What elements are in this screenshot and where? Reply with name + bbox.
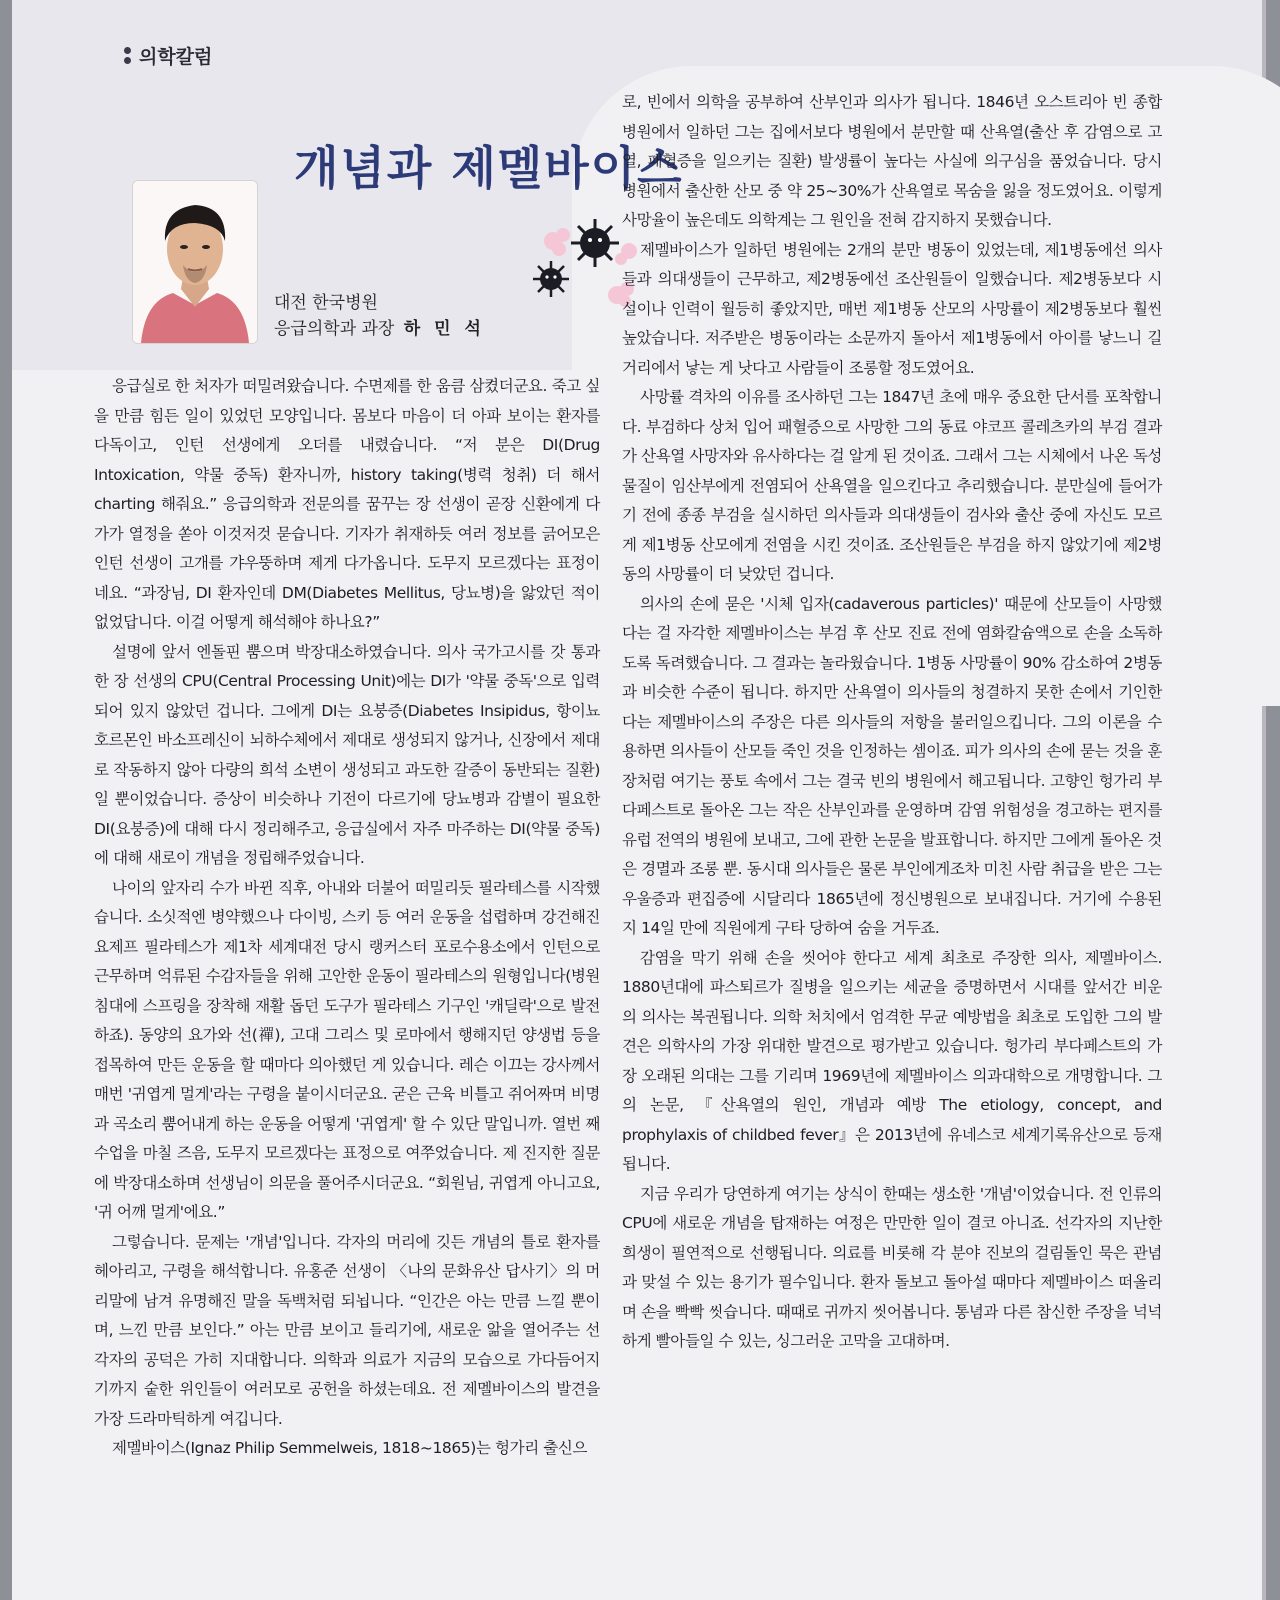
paragraph: 응급실로 한 처자가 떠밀려왔습니다. 수면제를 한 움큼 삼켰더군요. 죽고 싶을 만큼 힘든 일이 있었던 모양입니다. 몸보다 마음이 더 아파 보이는 환자를 다독이고, 인턴 선생에게 오더를 내렸습니다. “저 분은 DI(Drug Intoxication, 약물 중독) 환자니까, history taking(병력 청취) 더 해서 charting 해줘요.” 응급의학과 전문의를 꿈꾸는 장 선생이 곧장 신환에게 다가가 열정을 쏟아 이것저것 묻습니다. 기자가 취재하듯 여러 정보를 긁어모은 인턴 선생이 고개를 갸우뚱하며 제게 다가옵니다. 도무지 모르겠다는 표정이네요. “과장님, DI 환자인데 DM(Diabetes Mellitus, 당뇨병)을 앓았던 적이 없었답니다. 이걸 어떻게 해석해야 하나요?” — [94, 377, 600, 631]
author-portrait-icon — [133, 181, 257, 343]
left-column — [94, 372, 600, 1464]
author-photo — [132, 180, 258, 344]
paragraph: 나이의 앞자리 수가 바뀐 직후, 아내와 더불어 떠밀리듯 필라테스를 시작했습니다. 소싯적엔 병약했으나 다이빙, 스키 등 여러 운동을 섭렵하며 강건해진 요제프 필라테스가 제1차 세계대전 당시 랭커스터 포로수용소에서 인턴으로 근무하며 억류된 수감자들을 위해 고안한 운동이 필라테스의 원형입니다(병원 침대에 스프링을 장착해 재활 돕던 도구가 필라테스 기구인 '캐딜락'으로 발전하죠). 동양의 요가와 선(禪), 고대 그리스 및 로마에서 행해지던 양생법 등을 접목하여 만든 운동을 할 때마다 의아했던 게 있습니다. 레슨 이끄는 강사께서 매번 '귀엽게 멀게'라는 구령을 붙이시더군요. 굳은 근육 비틀고 쥐어짜며 비명과 곡소리 뿜어내게 하는 운동을 어떻게 '귀엽게' 할 수 있단 말입니까. 열번 째 수업을 마칠 즈음, 도무지 모르겠다는 표정으로 여쭈었습니다. 제 진지한 질문에 박장대소하며 선생님이 의문을 풀어주시더군요. “회원님, 귀엽게 아니고요, '귀 어깨 멀게'에요.” — [94, 878, 600, 1221]
paragraph: 제멜바이스(Ignaz Philip Semmelweis, 1818~1865)는 헝가리 출신으 — [112, 1439, 588, 1457]
section-label-text: 의학칼럼 — [139, 46, 213, 68]
paragraph: 의사의 손에 묻은 '시체 입자(cadaverous particles)' 때문에 산모들이 사망했다는 걸 자각한 제멜바이스는 부검 후 산모 진료 전에 염화칼슘액으로 손을 소독하도록 독려했습니다. 그 결과는 놀라웠습니다. 1병동 사망률이 90% 감소하여 2병동과 비슷한 수준이 됩니다. 하지만 산욕열이 의사들의 청결하지 못한 손에서 기인한다는 제멜바이스의 주장은 다른 의사들의 저항을 불러일으킵니다. 그의 이론을 수용하면 의사들이 산모들 죽인 것을 인정하는 셈이죠. 피가 의사의 손에 묻는 것을 훈장처럼 여기는 풍토 속에서 그는 결국 빈의 병원에서 해고됩니다. 고향인 헝가리 부다페스트로 돌아온 그는 작은 산부인과를 운영하며 감염 위험성을 경고하는 편지를 유럽 전역의 병원에 보내고, 그에 관한 논문을 발표합니다. 하지만 그에게 돌아온 것은 경멸과 조롱 뿐. 동시대 의사들은 물론 부인에게조차 미친 사람 취급을 받은 그는 우울증과 편집증에 시달리다 1865년에 정신병원으로 보내집니다. 거기에 수용된 지 14일 만에 직원에게 구타 당하여 숨을 거두죠. — [622, 594, 1162, 937]
right-column — [622, 88, 1162, 1357]
author-affiliation: 대전 한국병원 — [274, 293, 378, 313]
article-title: 개념과 제멜바이스 — [294, 141, 684, 195]
bullet-dots-icon — [124, 47, 131, 64]
paragraph: 사망률 격차의 이유를 조사하던 그는 1847년 초에 매우 중요한 단서를 포착합니다. 부검하다 상처 입어 패혈증으로 사망한 그의 동료 야코프 콜레츠카의 부검 결과가 산욕열 사망자와 유사하다는 걸 알게 된 것이죠. 그래서 그는 시체에서 나온 독성 물질이 임산부에게 전염되어 산욕열을 일으킨다고 추리했습니다. 분만실에 들어가기 전에 종종 부검을 실시하던 의사들과 의대생들이 검사와 출산 중에 자신도 모르게 제1병동 산모에게 전염을 시킨 것이죠. 조산원들은 부검을 하지 않았기에 제2병동의 사망률이 더 낮았던 겁니다. — [622, 388, 1162, 583]
paragraph: 그렇습니다. 문제는 '개념'입니다. 각자의 머리에 깃든 개념의 틀로 환자를 헤아리고, 구령을 해석합니다. 유홍준 선생이 〈나의 문화유산 답사기〉의 머리말에 남겨 유명해진 말을 독백처럼 되뇝니다. “인간은 아는 만큼 느낄 뿐이며, 느낀 만큼 보인다.” 아는 만큼 보이고 들리기에, 새로운 앎을 열어주는 선각자의 공덕은 가히 지대합니다. 의학과 의료가 지금의 모습으로 가다듬어지기까지 숱한 위인들이 여러모로 공헌을 하셨는데요. 전 제멜바이스의 발견을 가장 드라마틱하게 여깁니다. — [94, 1232, 600, 1428]
paragraph: 감염을 막기 위해 손을 씻어야 한다고 세계 최초로 주장한 의사, 제멜바이스. 1880년대에 파스퇴르가 질병을 일으키는 세균을 증명하면서 시대를 앞서간 비운의 의사는 복권됩니다. 의학 처치에서 엄격한 무균 예방법을 최초로 도입한 그의 발견은 의학사의 가장 위대한 발견으로 평가받고 있습니다. 헝가리 부다페스트의 가장 오래된 의대는 그를 기리며 1969년에 제멜바이스 의과대학으로 개명합니다. 그의 논문, 『산욕열의 원인, 개념과 예방 The etiology, concept, and prophylaxis of childbed fever』은 2013년에 유네스코 세계기록유산으로 등재됩니다. — [622, 948, 1162, 1173]
author-info — [274, 290, 485, 342]
paragraph: 설명에 앞서 엔돌핀 뿜으며 박장대소하였습니다. 의사 국가고시를 갓 통과한 장 선생의 CPU(Central Processing Unit)에는 DI가 '약물 중독'으로 입력되어 있지 않았던 겁니다. 그에게 DI는 요붕증(Diabetes Insipidus, 항이뇨 호르몬인 바소프레신이 뇌하수체에서 제대로 생성되지 않거나, 신장에서 제대로 작동하지 않아 다량의 희석 소변이 생성되고 과도한 갈증이 동반되는 질환)일 뿐이었습니다. 증상이 비슷하나 기전이 다르기에 당뇨병과 감별이 필요한 DI(요붕증)에 대해 다시 정리해주고, 응급실에서 자주 마주하는 DI(약물 중독)에 대해 새로이 개념을 정립해주었습니다. — [94, 642, 600, 867]
author-position: 응급의학과 과장 — [274, 319, 395, 339]
paragraph: 제멜바이스가 일하던 병원에는 2개의 분만 병동이 있었는데, 제1병동에선 의사들과 의대생들이 근무하고, 제2병동에선 조산원들이 일했습니다. 제2병동보다 시설이나 인력이 월등히 좋았지만, 매번 제1병동 산모의 사망률이 제2병동보다 훨씬 높았습니다. 저주받은 병동이라는 소문까지 돌아서 제1병동에서 아이를 낳느니 길거리에서 낳는 게 낫다고 사람들이 조롱할 정도였어요. — [622, 240, 1162, 377]
magazine-page — [12, 0, 1266, 1600]
author-name: 하 민 석 — [403, 319, 485, 339]
section-label — [124, 42, 212, 69]
paragraph: 로, 빈에서 의학을 공부하여 산부인과 의사가 됩니다. 1846년 오스트리아 빈 종합병원에서 일하던 그는 집에서보다 병원에서 분만할 때 산욕열(출산 후 감염으로 고열, 패혈증을 일으키는 질환) 발생률이 높다는 사실에 의구심을 품었습니다. 당시 병원에서 출산한 산모 중 약 25~30%가 산욕열로 목숨을 잃을 정도였어요. 이렇게 사망율이 높은데도 의학계는 그 원인을 전혀 감지하지 못했습니다. — [622, 93, 1162, 229]
paragraph: 지금 우리가 당연하게 여기는 상식이 한때는 생소한 '개념'이었습니다. 전 인류의 CPU에 새로운 개념을 탑재하는 여정은 만만한 일이 결코 아니죠. 선각자의 지난한 희생이 필연적으로 선행됩니다. 의료를 비롯해 각 분야 진보의 걸림돌인 묵은 관념과 맞설 수 있는 용기가 필수입니다. 환자 돌보고 돌아설 때마다 제멜바이스 떠올리며 손을 빡빡 씻습니다. 때때로 귀까지 씻어봅니다. 통념과 다른 참신한 주장을 넉넉하게 빨아들일 수 있는, 싱그러운 고막을 고대하며. — [622, 1184, 1162, 1350]
